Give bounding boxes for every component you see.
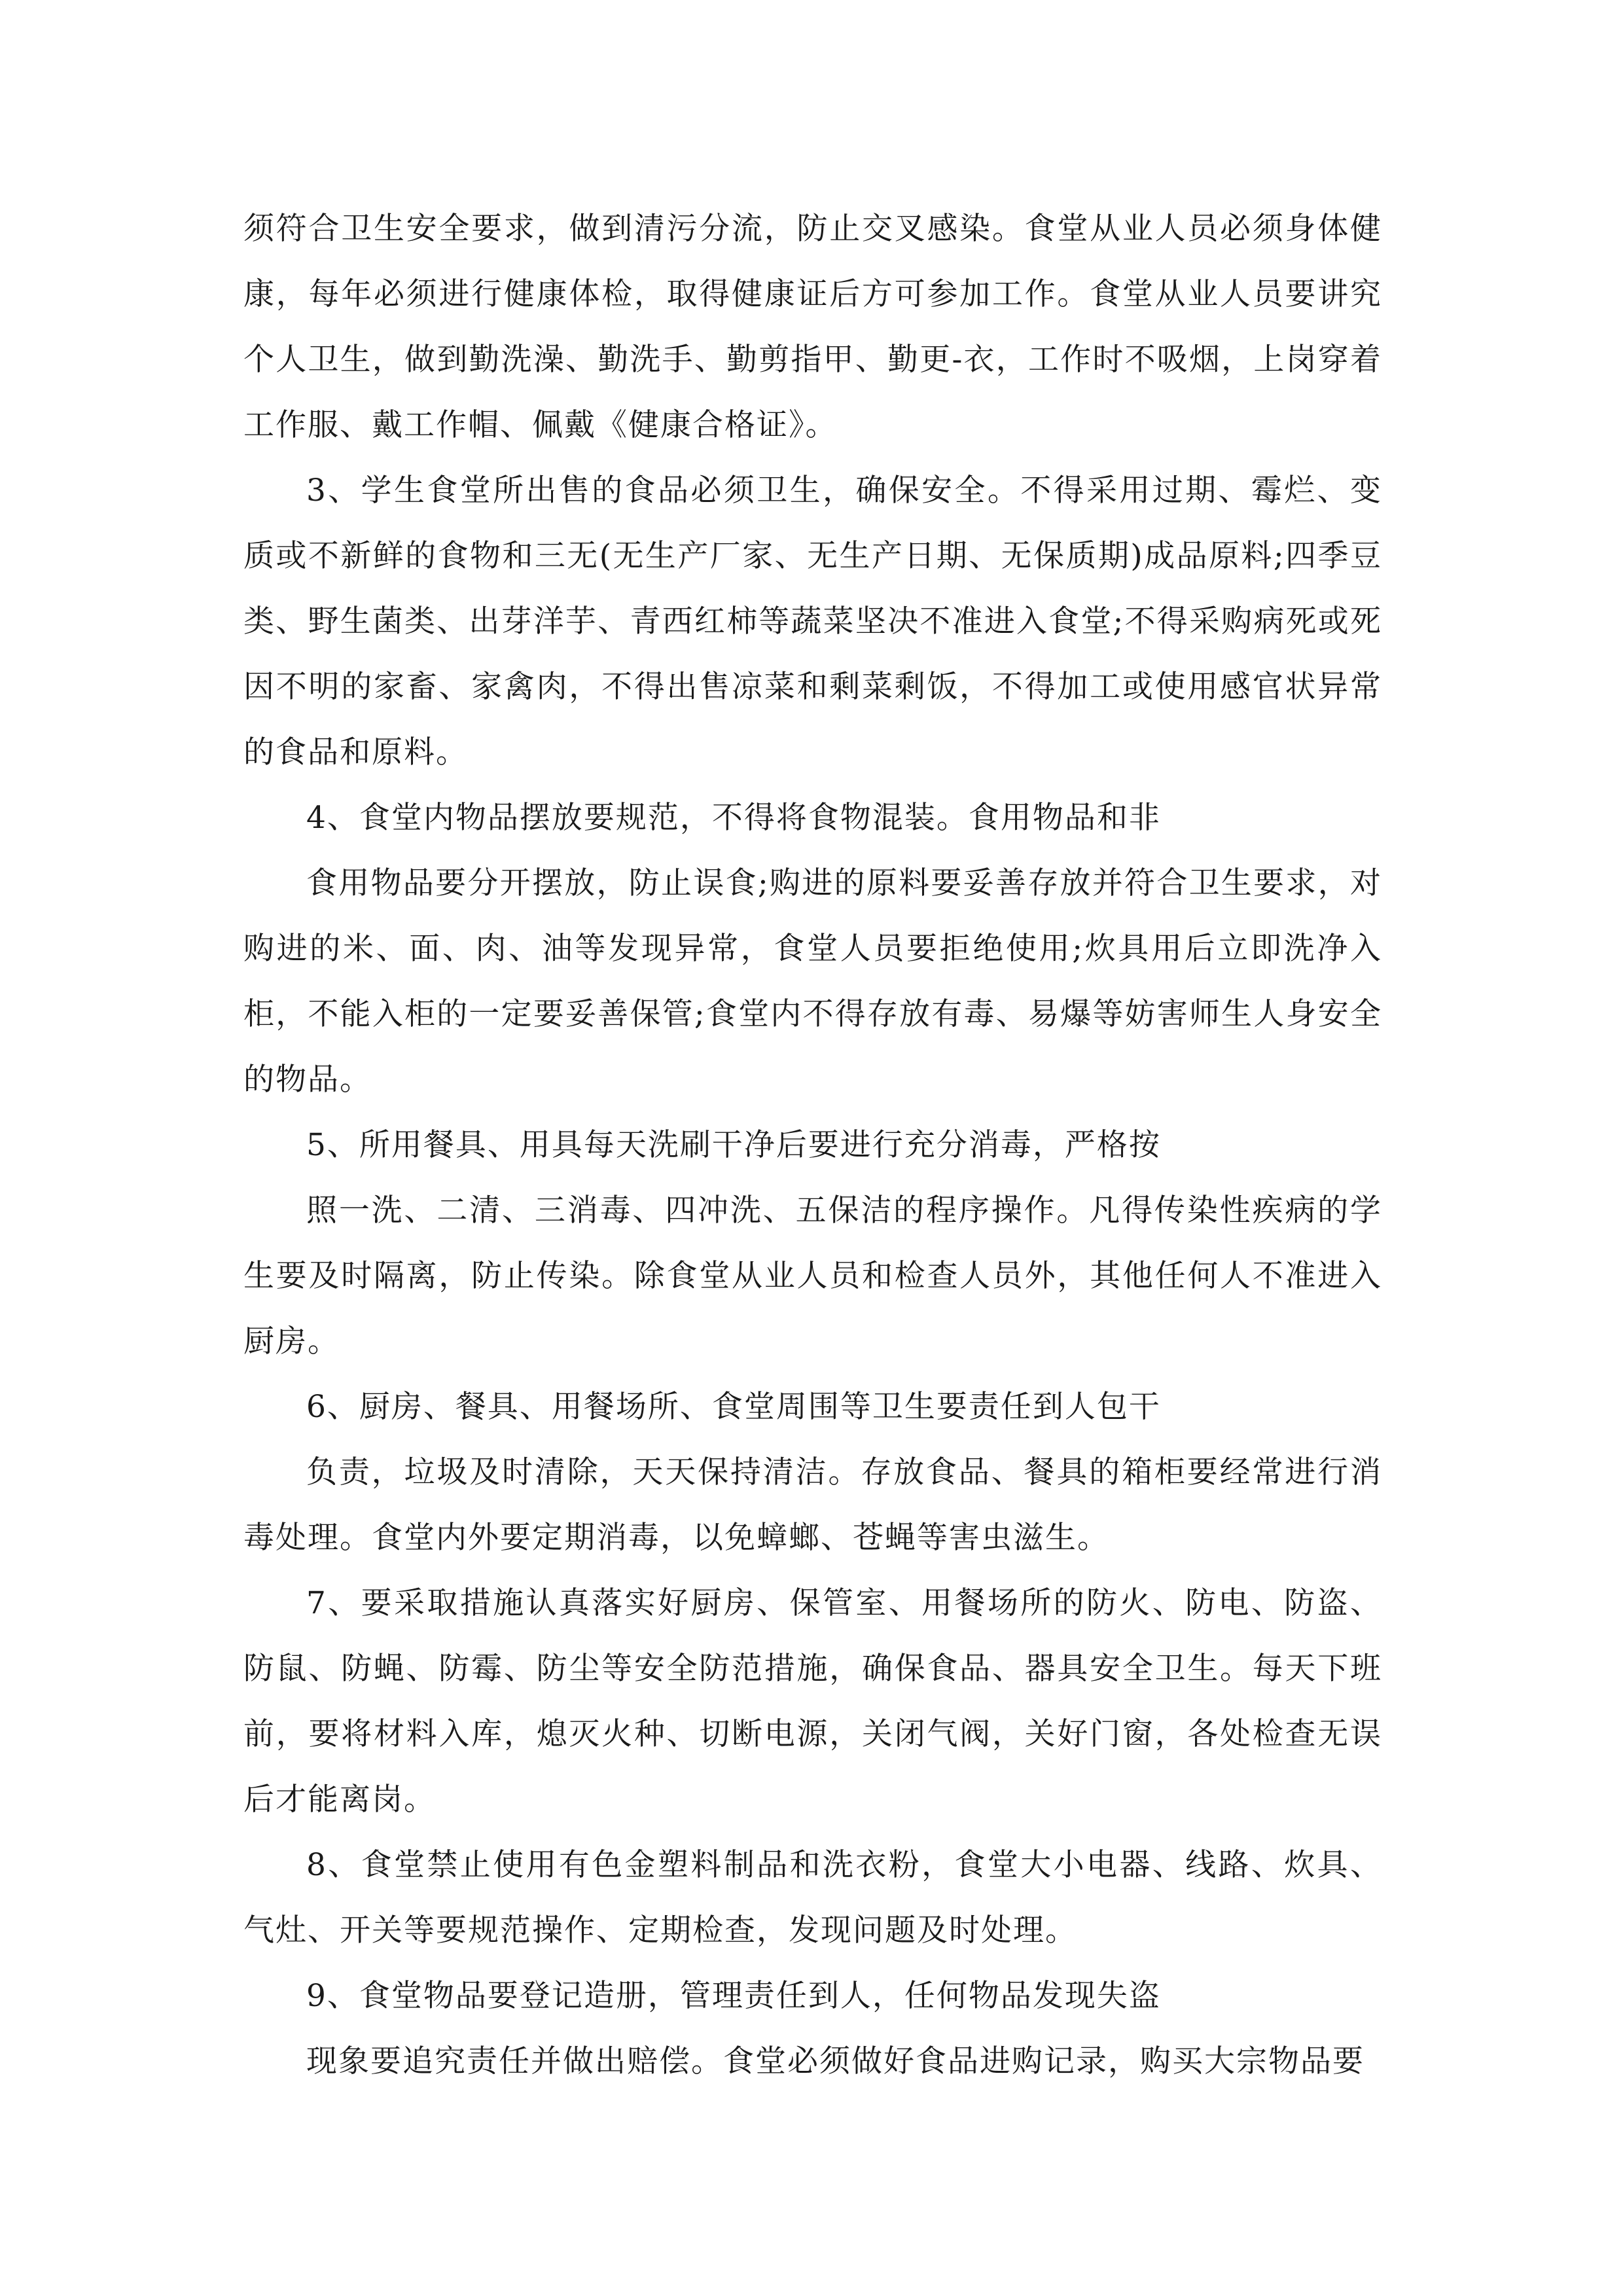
paragraph-item-4-heading: 4、食堂内物品摆放要规范，不得将食物混装。食用物品和非 <box>306 800 1161 836</box>
paragraph-item-3: 3、学生食堂所出售的食品必须卫生，确保安全。不得采用过期、霉烂、变质或不新鲜的食物和三无(无生产厂家、无生产日期、无保质期)成品原料;四季豆类、野生菌类、出芽洋芋、青西红柿等蔬菜坚决不准进入食堂;不得采购病死或死因不明的家畜、家禽肉，不得出售凉菜和剩菜剩饭，不得加工或使用感官状异常的食品和原料。 <box>243 473 1382 770</box>
paragraph-item-6-heading: 6、厨房、餐具、用餐场所、食堂周围等卫生要责任到人包干 <box>306 1389 1161 1425</box>
paragraph-item-5-heading: 5、所用餐具、用具每天洗刷干净后要进行充分消毒，严格按 <box>306 1127 1161 1163</box>
paragraph-item-4-body: 食用物品要分开摆放，防止误食;购进的原料要妥善存放并符合卫生要求，对购进的米、面、肉、油等发现异常，食堂人员要拒绝使用;炊具用后立即洗净入柜，不能入柜的一定要妥善保管;食堂内不得存放有毒、易爆等妨害师生人身安全的物品。 <box>243 865 1382 1098</box>
document-body <box>243 196 1382 2094</box>
paragraph-item-9-body: 现象要追究责任并做出赔偿。食堂必须做好食品进购记录，购买大宗物品要 <box>306 2043 1364 2079</box>
paragraph-item-9-heading: 9、食堂物品要登记造册，管理责任到人，任何物品发现失盗 <box>306 1978 1161 2014</box>
paragraph-item-5-body: 照一洗、二清、三消毒、四冲洗、五保洁的程序操作。凡得传染性疾病的学生要及时隔离，防止传染。除食堂从业人员和检查人员外，其他任何人不准进入厨房。 <box>243 1193 1382 1359</box>
paragraph-item-8: 8、食堂禁止使用有色金塑料制品和洗衣粉，食堂大小电器、线路、炊具、气灶、开关等要规范操作、定期检查，发现问题及时处理。 <box>243 1847 1382 1948</box>
paragraph-continuation: 须符合卫生安全要求，做到清污分流，防止交叉感染。食堂从业人员必须身体健康，每年必须进行健康体检，取得健康证后方可参加工作。食堂从业人员要讲究个人卫生，做到勤洗澡、勤洗手、勤剪指甲、勤更-衣，工作时不吸烟，上岗穿着工作服、戴工作帽、佩戴《健康合格证》。 <box>243 211 1382 443</box>
paragraph-item-6-body: 负责，垃圾及时清除，天天保持清洁。存放食品、餐具的箱柜要经常进行消毒处理。食堂内外要定期消毒，以免蟑螂、苍蝇等害虫滋生。 <box>243 1454 1382 1556</box>
paragraph-item-7: 7、要采取措施认真落实好厨房、保管室、用餐场所的防火、防电、防盗、防鼠、防蝇、防霉、防尘等安全防范措施，确保食品、器具安全卫生。每天下班前，要将材料入库，熄灭火种、切断电源，关闭气阀，关好门窗，各处检查无误后才能离岗。 <box>243 1585 1382 1818</box>
